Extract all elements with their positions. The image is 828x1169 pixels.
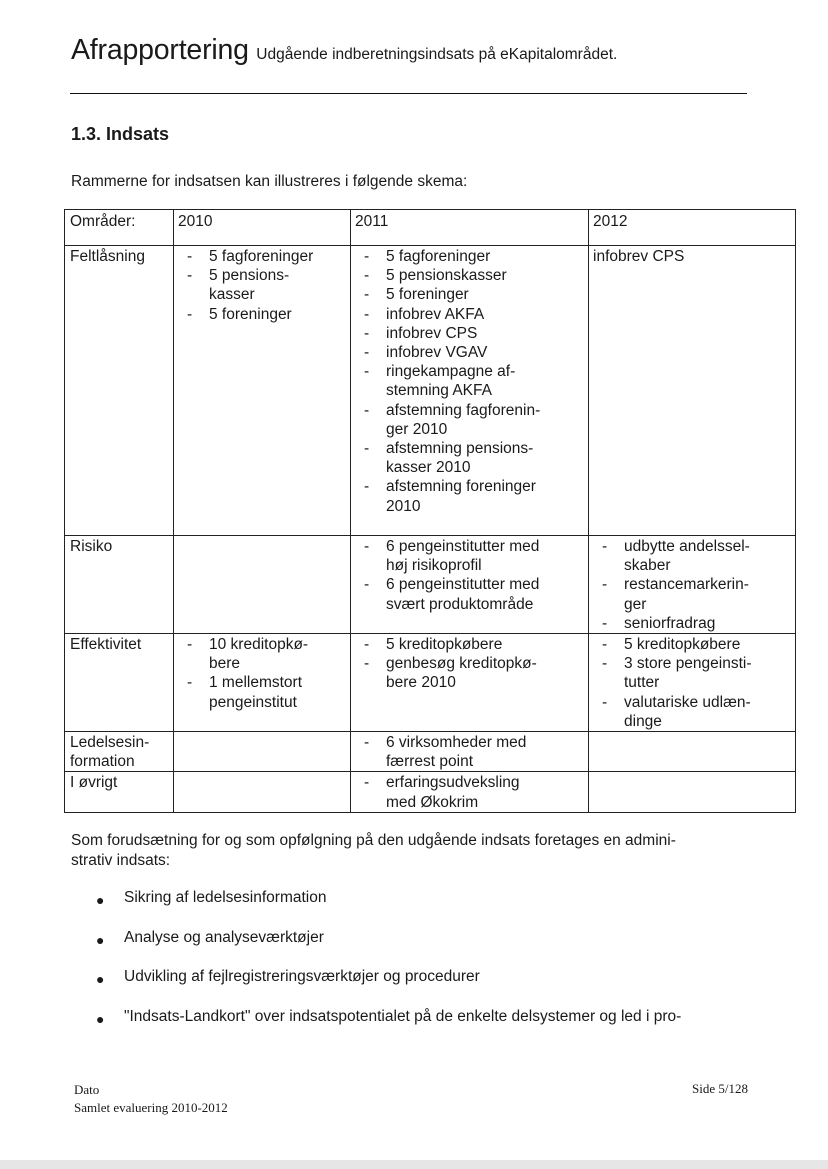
list-item: - 5 foreninger <box>178 305 346 324</box>
row-label-cell <box>65 772 174 812</box>
list-item: - infobrev CPS <box>355 324 584 343</box>
list-item: - 6 virksomheder med færrest point <box>355 733 584 771</box>
section-heading: 1.3. Indsats <box>71 124 170 144</box>
cell-2012 <box>589 732 796 772</box>
list-item: - erfaringsudveksling med Økokrim <box>355 773 584 811</box>
header-subtitle: Udgående indberetningsindsats på eKapitalområdet. <box>256 46 618 63</box>
cell-list <box>178 247 346 324</box>
cell-text: infobrev CPS <box>593 248 685 265</box>
bullet-item <box>96 929 681 969</box>
row-label-cell <box>65 536 174 634</box>
cell-2011 <box>351 772 589 812</box>
body-paragraph: Som forudsætning for og som opfølgning på den udgående indsats foretages en admini- strativ indsats: <box>71 832 676 869</box>
list-item: - valutariske udlæn- dinge <box>593 693 791 731</box>
footer-date-label: Dato <box>74 1082 100 1097</box>
cell-list <box>593 635 791 731</box>
table-row <box>65 772 796 812</box>
cell-2012 <box>589 634 796 732</box>
bullet-item <box>96 889 681 929</box>
cell-2010 <box>174 634 351 732</box>
row-label-cell <box>65 634 174 732</box>
cell-list <box>355 635 584 693</box>
list-item: - 5 pensions- kasser <box>178 266 346 304</box>
header-cell-2010: 2010 <box>174 210 351 246</box>
header-divider <box>70 93 747 94</box>
cell-list <box>355 773 584 811</box>
list-item: - 5 kreditopkøbere <box>355 635 584 654</box>
row-label: Risiko <box>70 538 113 555</box>
row-label-cell <box>65 732 174 772</box>
list-item: - seniorfradrag <box>593 614 791 633</box>
row-label: Effektivitet <box>70 636 142 654</box>
bullet-text: Udvikling af fejlregistreringsværktøjer og procedurer <box>124 968 480 985</box>
cell-list <box>178 635 346 712</box>
list-item: - genbesøg kreditopkø- bere 2010 <box>355 654 584 692</box>
bullet-dot-icon: ● <box>96 931 105 948</box>
cell-2010 <box>174 772 351 812</box>
list-item: - 3 store pengeinsti- tutter <box>593 654 791 692</box>
schema-table <box>64 209 796 813</box>
list-item: - 6 pengeinstitutter med høj risikoprofil <box>355 537 584 575</box>
bullet-item <box>96 1008 681 1048</box>
bullet-text: Sikring af ledelsesinformation <box>124 889 327 906</box>
bullet-dot-icon: ● <box>96 1010 105 1027</box>
header-title: Afrapportering <box>71 34 249 66</box>
cell-2012 <box>589 536 796 634</box>
list-item: - afstemning pensions- kasser 2010 <box>355 439 584 477</box>
table-row <box>65 732 796 772</box>
cell-list <box>593 537 791 633</box>
list-item: - infobrev VGAV <box>355 343 584 362</box>
cell-list <box>355 537 584 614</box>
bullet-text: "Indsats-Landkort" over indsatspotentialet på de enkelte delsystemer og led i pro- <box>124 1007 682 1025</box>
list-item: - 5 foreninger <box>355 285 584 304</box>
list-item: - afstemning foreninger 2010 <box>355 477 584 515</box>
list-item: - restancemarkerin- ger <box>593 575 791 613</box>
header-cell-areas: Områder: <box>65 210 174 246</box>
cell-2010 <box>174 732 351 772</box>
intro-text: Rammerne for indsatsen kan illustreres i følgende skema: <box>71 173 468 190</box>
header-cell-2011: 2011 <box>351 210 589 246</box>
list-item: - 5 fagforeninger <box>355 247 584 266</box>
cell-2010 <box>174 246 351 536</box>
list-item: - 10 kreditopkø- bere <box>178 635 346 673</box>
list-item: - 5 kreditopkøbere <box>593 635 791 654</box>
footer-document-name: Samlet evaluering 2010-2012 <box>74 1100 228 1115</box>
bullet-dot-icon: ● <box>96 892 105 908</box>
scan-bottom-edge <box>0 1160 828 1169</box>
header-cell-2012: 2012 <box>589 210 796 246</box>
table-row <box>65 246 796 536</box>
table-row <box>65 634 796 732</box>
cell-list <box>355 247 584 516</box>
list-item: - 6 pengeinstitutter med svært produktområde <box>355 575 584 613</box>
bullet-text: Analyse og analyseværktøjer <box>124 928 324 946</box>
list-item: - 1 mellemstort pengeinstitut <box>178 673 346 711</box>
row-label: Feltlåsning <box>70 248 145 265</box>
cell-2012 <box>589 246 796 536</box>
table-header-row <box>65 210 796 246</box>
bullet-list <box>96 889 681 1047</box>
list-item: - 5 pensionskasser <box>355 266 584 285</box>
bullet-item <box>96 968 681 1008</box>
row-label: formation <box>70 753 135 771</box>
cell-2011 <box>351 536 589 634</box>
row-label: I øvrigt <box>70 774 118 792</box>
cell-2012 <box>589 772 796 812</box>
bullet-dot-icon: ● <box>96 971 105 987</box>
cell-2010 <box>174 536 351 634</box>
list-item: - udbytte andelssel- skaber <box>593 537 791 575</box>
cell-2011 <box>351 246 589 536</box>
list-item: - infobrev AKFA <box>355 305 584 324</box>
page-header <box>71 34 617 67</box>
cell-list <box>355 733 584 771</box>
list-item: - 5 fagforeninger <box>178 247 346 266</box>
cell-2011 <box>351 634 589 732</box>
cell-2011 <box>351 732 589 772</box>
footer-page-number: Side 5/128 <box>692 1081 748 1096</box>
list-item: - afstemning fagforenin- ger 2010 <box>355 401 584 439</box>
list-item: - ringekampagne af- stemning AKFA <box>355 362 584 400</box>
row-label-cell <box>65 246 174 536</box>
table-row <box>65 536 796 634</box>
row-label: Ledelsesin- <box>70 734 150 752</box>
footer-left <box>74 1081 228 1117</box>
